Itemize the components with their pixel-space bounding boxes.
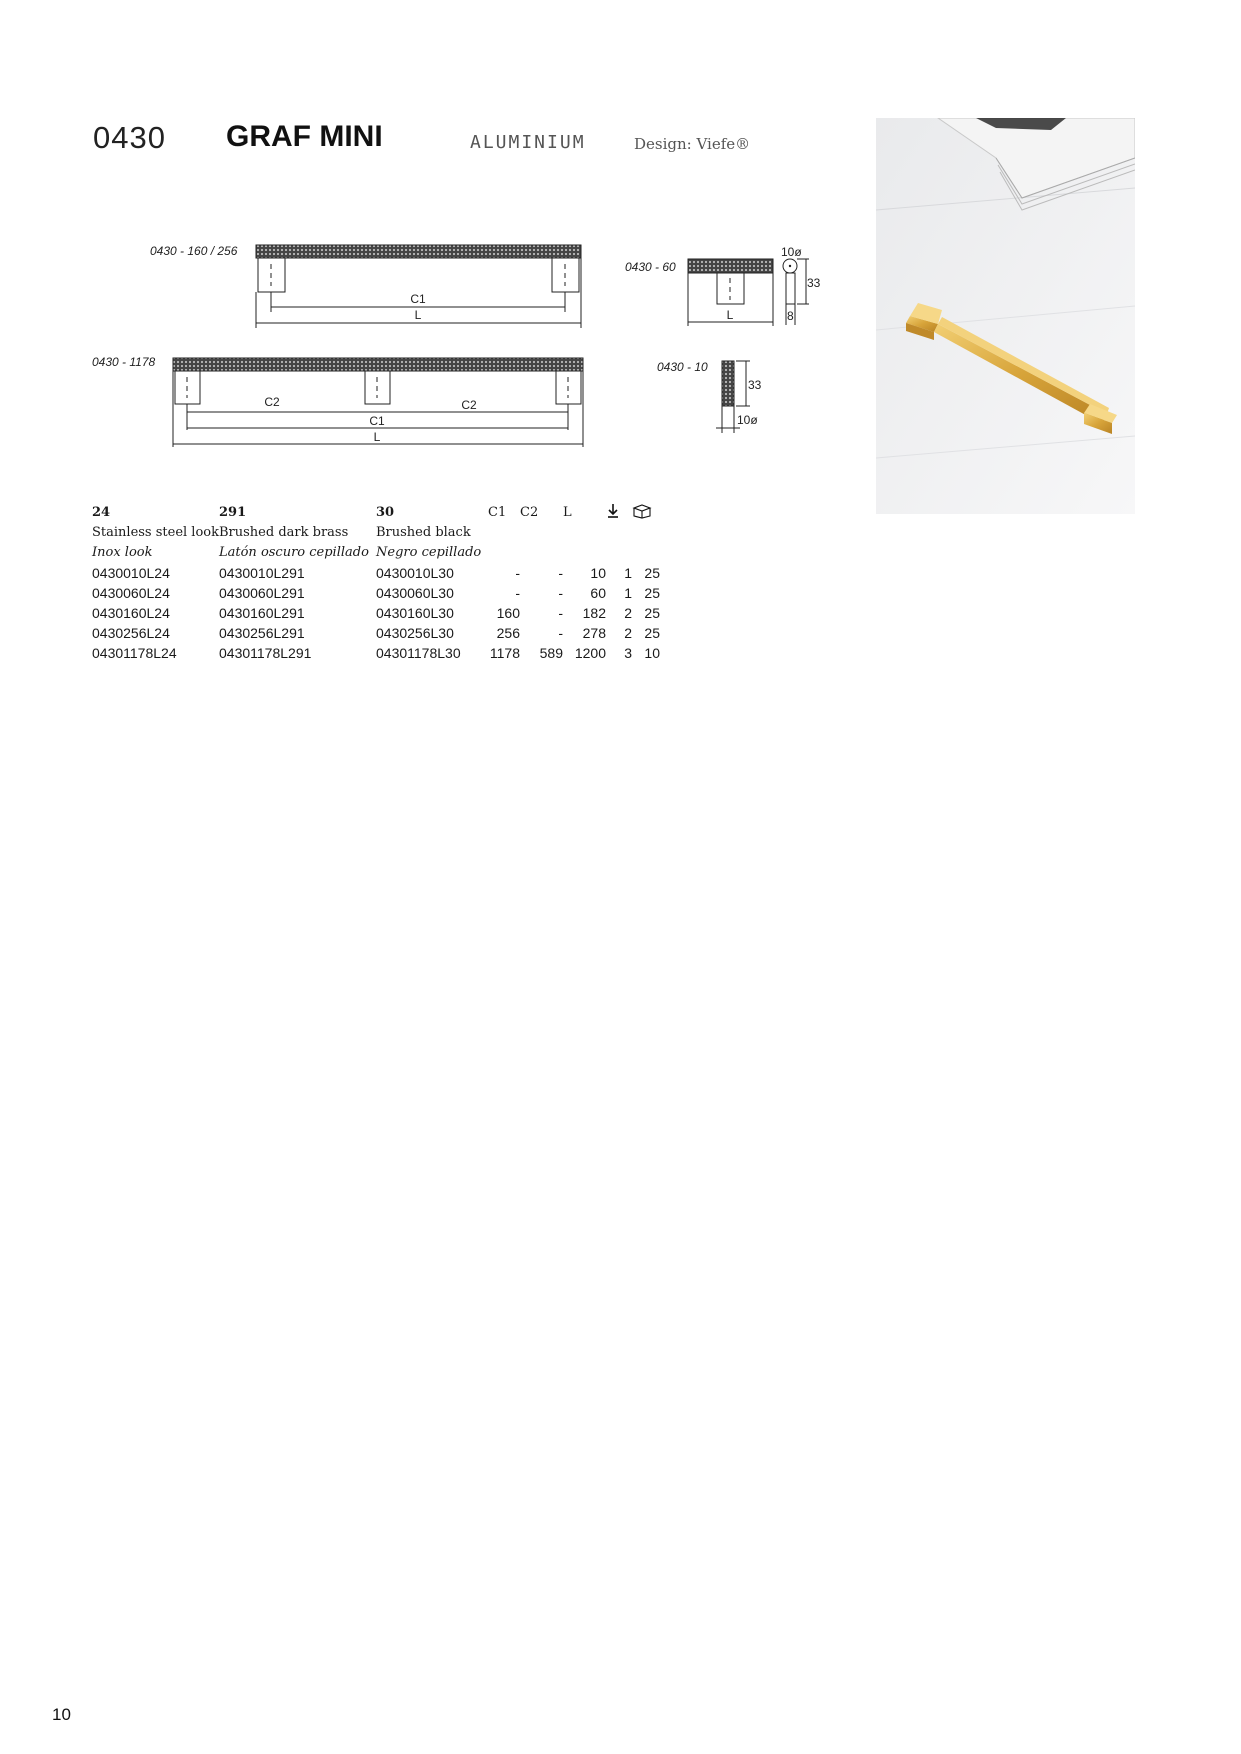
drawing-label-60: 0430 - 60 xyxy=(625,260,676,274)
table-row xyxy=(92,603,660,623)
screws-value: 2 xyxy=(624,605,632,621)
ref-24: 0430160L24 xyxy=(92,605,170,621)
c1-value: 256 xyxy=(496,625,520,641)
ref-24: 0430256L24 xyxy=(92,625,170,641)
l-value: 1200 xyxy=(574,645,606,661)
page-number: 10 xyxy=(52,1705,71,1724)
c1-value: 160 xyxy=(496,605,520,621)
screws-value: 1 xyxy=(624,585,632,601)
screw-down-arrow-icon xyxy=(606,503,632,563)
column-header-l: L xyxy=(563,505,572,520)
ref-24: 0430010L24 xyxy=(92,565,170,581)
spec-table xyxy=(92,503,660,663)
dim-height-60: 33 xyxy=(807,276,821,290)
c2-value: - xyxy=(558,605,563,621)
ref-30: 0430010L30 xyxy=(376,565,454,581)
product-photo xyxy=(876,118,1135,514)
column-header-c1: C1 xyxy=(488,505,507,520)
ref-291: 0430060L291 xyxy=(219,585,305,601)
table-header-row xyxy=(92,503,660,563)
dim-c2-left: C2 xyxy=(264,395,280,409)
ref-30: 0430060L30 xyxy=(376,585,454,601)
dim-l-1178: L xyxy=(373,430,381,444)
finish-header-30: 30 Brushed black Negro cepillado xyxy=(376,505,482,560)
c2-value: - xyxy=(558,565,563,581)
product-name: GRAF MINI xyxy=(226,120,383,153)
c2-value: - xyxy=(558,585,563,601)
ref-24: 0430060L24 xyxy=(92,585,170,601)
c1-value: 1178 xyxy=(489,645,520,661)
dim-c1: C1 xyxy=(410,292,426,306)
table-row xyxy=(92,563,660,583)
screws-value: 2 xyxy=(624,625,632,641)
dim-width-60: 8 xyxy=(787,309,794,323)
product-material: ALUMINIUM xyxy=(470,132,586,153)
dim-l-60: L xyxy=(726,308,734,322)
screws-value: 3 xyxy=(624,645,632,661)
drawing-1178 xyxy=(92,355,583,447)
ref-291: 04301178L291 xyxy=(219,645,312,661)
dim-height-10: 33 xyxy=(748,378,762,392)
ref-24: 04301178L24 xyxy=(92,645,177,661)
dim-c1-1178: C1 xyxy=(369,414,385,428)
c2-value: - xyxy=(558,625,563,641)
c2-value: 589 xyxy=(539,645,563,661)
ref-291: 0430010L291 xyxy=(219,565,305,581)
c1-value: - xyxy=(515,565,520,581)
drawing-label-160-256: 0430 - 160 / 256 xyxy=(150,244,238,258)
dim-c2-right: C2 xyxy=(461,398,477,412)
drawing-60 xyxy=(625,245,821,326)
l-value: 10 xyxy=(590,565,606,581)
table-row xyxy=(92,623,660,643)
column-header-c2: C2 xyxy=(520,505,539,520)
table-row xyxy=(92,583,660,603)
finish-header-24: 24 Stainless steel look Inox look xyxy=(92,505,219,560)
dim-diameter-10: 10ø xyxy=(737,413,758,427)
product-code: 0430 xyxy=(93,120,166,155)
dim-l: L xyxy=(414,308,422,322)
box-value: 10 xyxy=(644,645,660,661)
screws-value: 1 xyxy=(624,565,632,581)
box-icon xyxy=(632,503,660,563)
ref-291: 0430160L291 xyxy=(219,605,305,621)
ref-291: 0430256L291 xyxy=(219,625,305,641)
ref-30: 0430256L30 xyxy=(376,625,454,641)
l-value: 278 xyxy=(582,625,606,641)
ref-30: 04301178L30 xyxy=(376,645,461,661)
table-row xyxy=(92,643,660,663)
dim-diameter-60: 10ø xyxy=(781,245,802,259)
box-value: 25 xyxy=(644,605,660,621)
c1-value: - xyxy=(515,585,520,601)
drawing-10 xyxy=(657,360,762,433)
drawing-160-256 xyxy=(150,244,581,328)
l-value: 60 xyxy=(590,585,606,601)
ref-30: 0430160L30 xyxy=(376,605,454,621)
box-value: 25 xyxy=(644,565,660,581)
drawing-label-10: 0430 - 10 xyxy=(657,360,708,374)
box-value: 25 xyxy=(644,625,660,641)
product-designer: Design: Viefe® xyxy=(634,135,751,153)
drawing-label-1178: 0430 - 1178 xyxy=(92,355,156,369)
finish-header-291: 291 Brushed dark brass Latón oscuro cepillado xyxy=(219,505,369,560)
box-value: 25 xyxy=(644,585,660,601)
l-value: 182 xyxy=(582,605,606,621)
